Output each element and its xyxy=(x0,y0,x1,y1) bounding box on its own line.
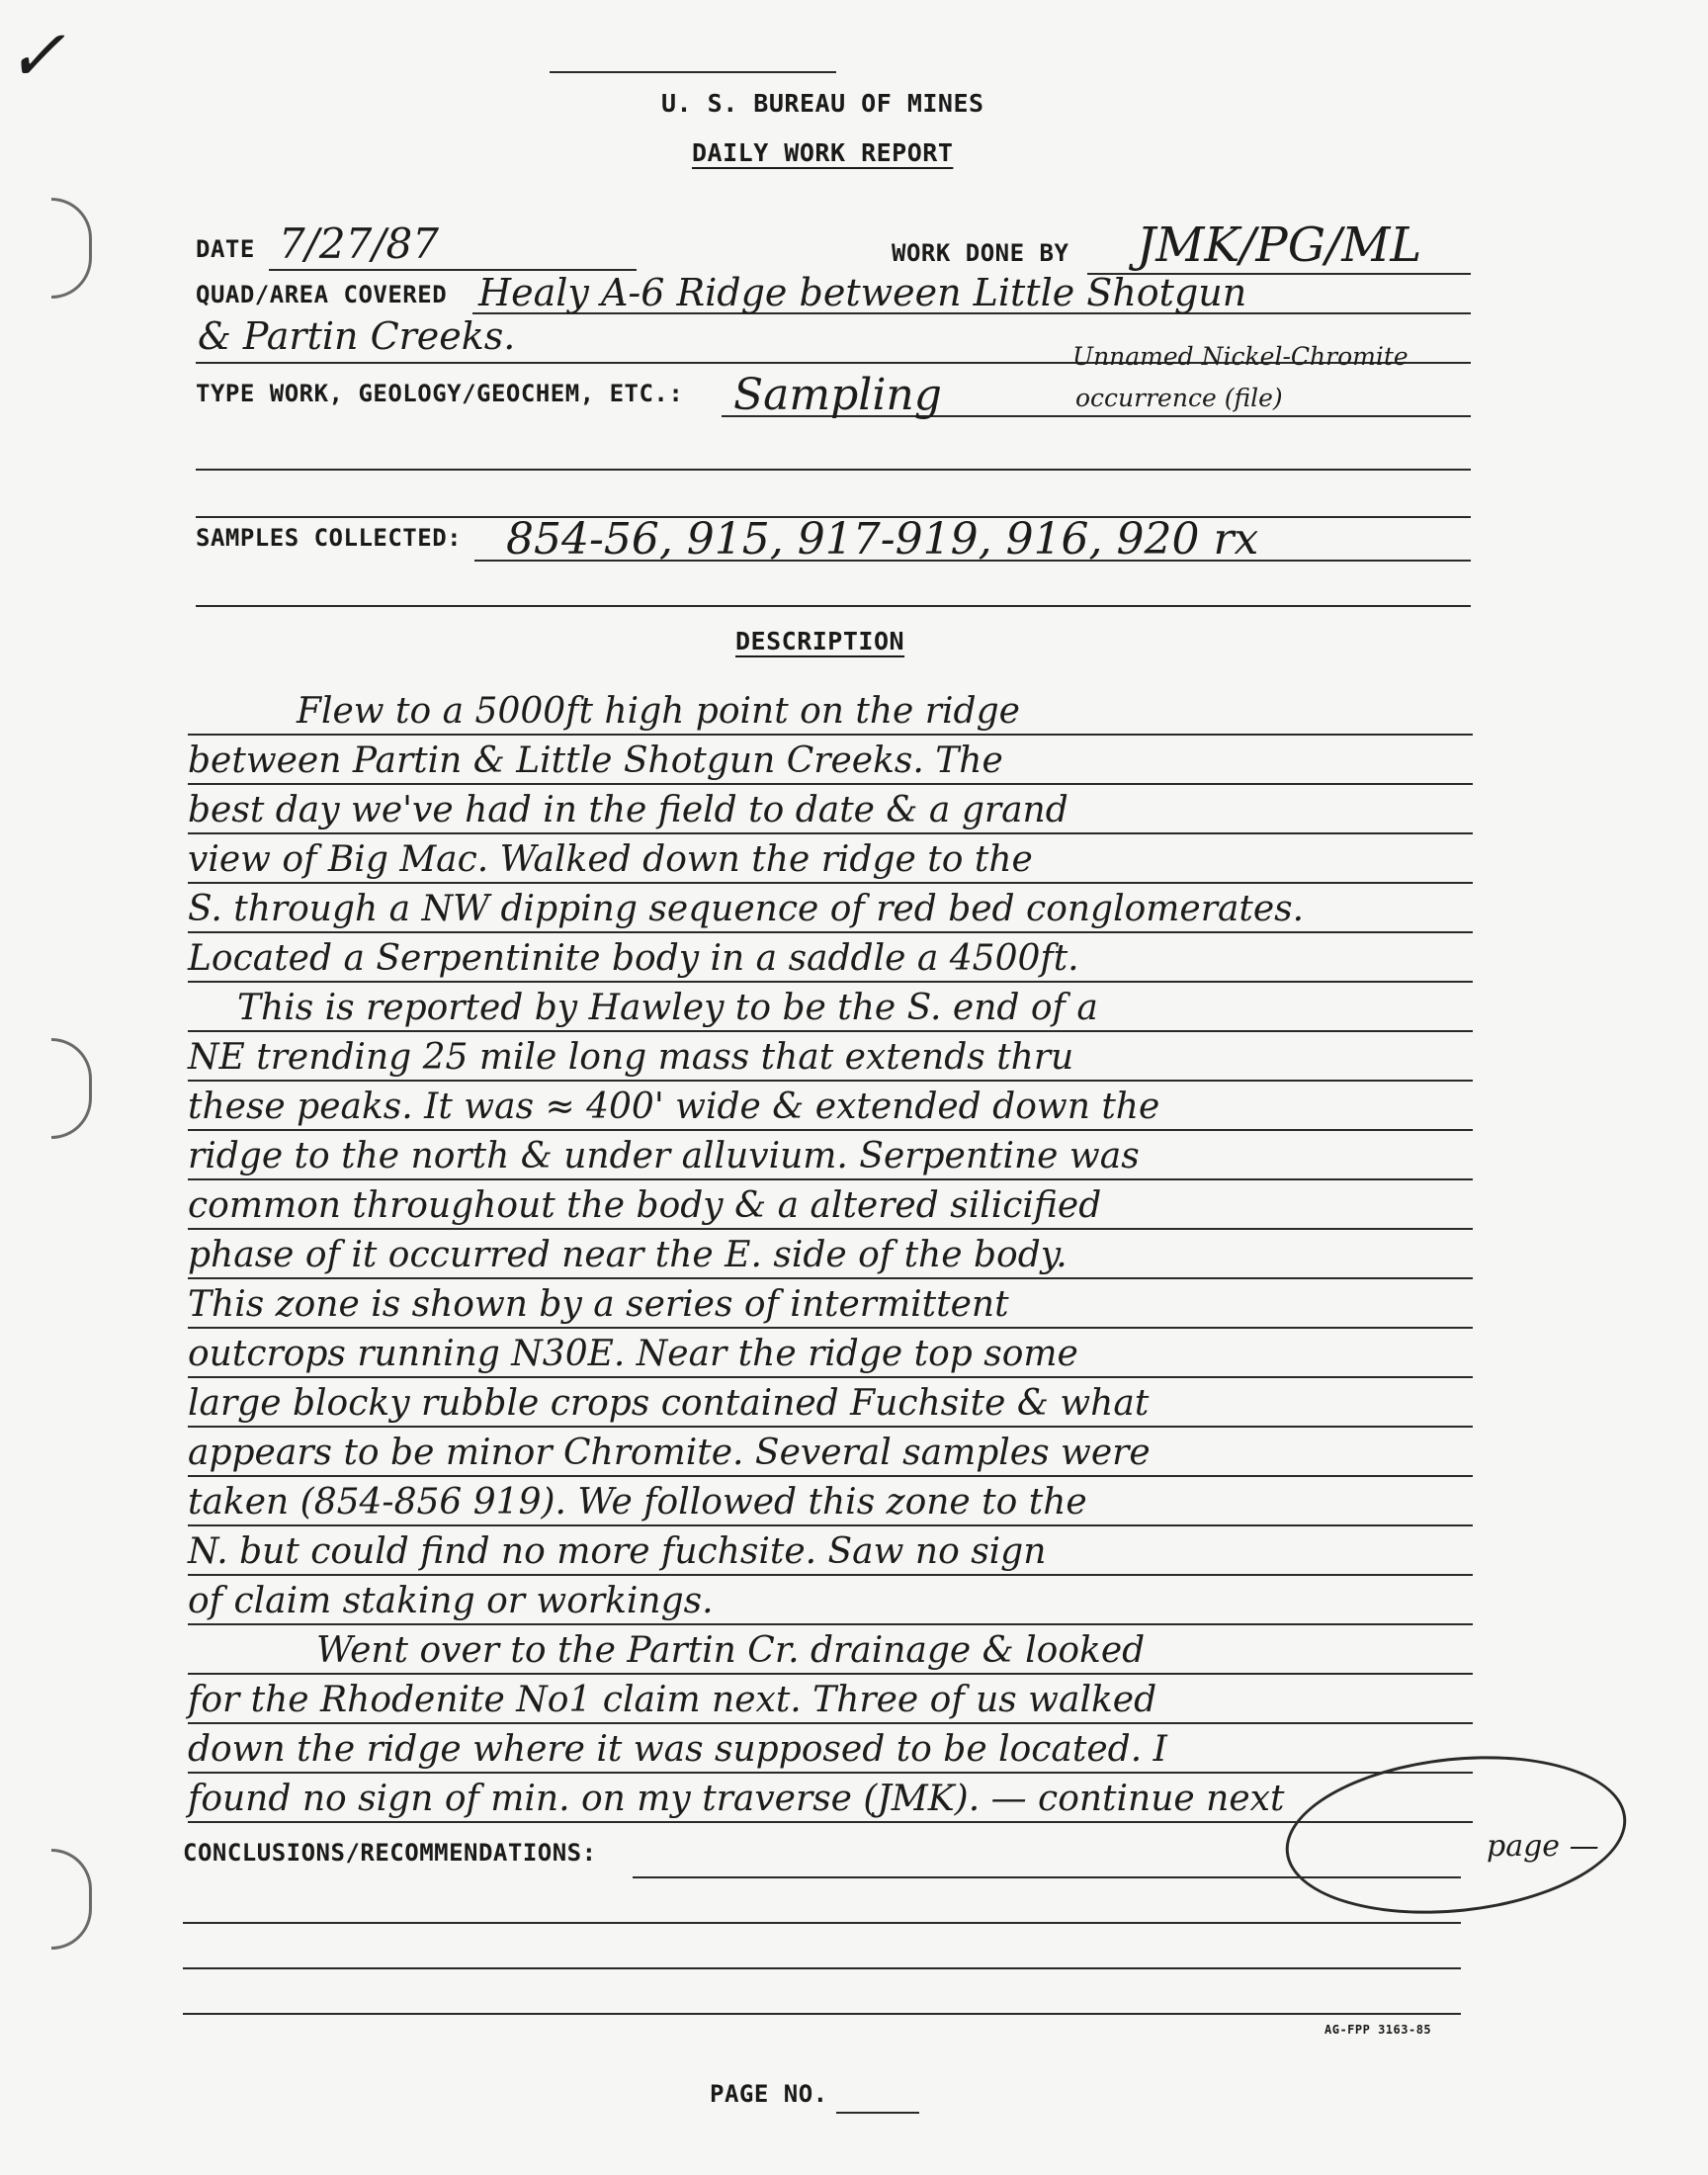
type-work-rule-2 xyxy=(196,469,1471,471)
samples-collected-value: 854-56, 915, 917-919, 916, 920 rx xyxy=(506,514,1259,565)
binder-hole-top xyxy=(51,198,92,299)
description-rule xyxy=(188,1030,1473,1032)
type-work-label: TYPE WORK, GEOLOGY/GEOCHEM, ETC.: xyxy=(196,380,684,407)
description-rule xyxy=(188,1772,1473,1774)
description-rule xyxy=(188,1228,1473,1230)
quad-area-label: QUAD/AREA COVERED xyxy=(196,281,448,308)
description-rule xyxy=(188,1475,1473,1477)
binder-hole-bottom xyxy=(51,1849,92,1950)
description-line: This is reported by Hawley to be the S. end of a xyxy=(237,988,1098,1028)
description-heading: DESCRIPTION xyxy=(735,627,905,655)
description-line: common throughout the body & a altered silicified xyxy=(188,1185,1102,1226)
description-rule xyxy=(188,1722,1473,1724)
description-rule xyxy=(188,1376,1473,1378)
description-line: view of Big Mac. Walked down the ridge to the xyxy=(188,839,1033,880)
description-line: these peaks. It was ≈ 400' wide & extended down the xyxy=(188,1087,1160,1127)
report-title: DAILY WORK REPORT xyxy=(692,138,954,167)
description-line: Went over to the Partin Cr. drainage & looked xyxy=(316,1630,1146,1671)
description-rule xyxy=(188,1574,1473,1576)
description-line: This zone is shown by a series of intermittent xyxy=(188,1284,1009,1325)
page-number-label: PAGE NO. xyxy=(710,2080,828,2108)
description-line: between Partin & Little Shotgun Creeks. The xyxy=(188,740,1003,781)
description-line: Located a Serpentinite body in a saddle a 4500ft. xyxy=(188,938,1079,979)
description-rule xyxy=(188,1821,1473,1823)
quad-area-value-line2: & Partin Creeks. xyxy=(198,314,516,358)
description-rule xyxy=(188,931,1473,933)
quad-area-note-line1: Unnamed Nickel-Chromite xyxy=(1072,342,1409,371)
date-label: DATE xyxy=(196,235,255,263)
description-line: NE trending 25 mile long mass that extends thru xyxy=(188,1037,1074,1078)
description-rule xyxy=(188,783,1473,785)
description-rule xyxy=(188,981,1473,983)
quad-area-value-line1: Healy A-6 Ridge between Little Shotgun xyxy=(478,271,1247,314)
quad-area-note-line2: occurrence (file) xyxy=(1075,384,1283,412)
continue-next-page-note: page — xyxy=(1487,1829,1599,1864)
description-rule xyxy=(188,832,1473,834)
conclusions-label: CONCLUSIONS/RECOMMENDATIONS: xyxy=(183,1839,597,1867)
continue-circle-mark xyxy=(1278,1740,1634,1929)
description-line: for the Rhodenite No1 claim next. Three of us walked xyxy=(188,1680,1157,1720)
description-rule xyxy=(188,734,1473,736)
description-rule xyxy=(188,1277,1473,1279)
description-line: N. but could find no more fuchsite. Saw no sign xyxy=(188,1531,1047,1572)
description-line: of claim staking or workings. xyxy=(188,1581,714,1621)
conclusions-rule-2 xyxy=(183,1922,1461,1924)
description-line: phase of it occurred near the E. side of the body. xyxy=(188,1235,1068,1275)
description-line: large blocky rubble crops contained Fuchsite & what xyxy=(188,1383,1150,1424)
description-rule xyxy=(188,1327,1473,1329)
conclusions-rule-4 xyxy=(183,2013,1461,2015)
type-work-value: Sampling xyxy=(733,370,942,420)
binder-hole-middle xyxy=(51,1038,92,1139)
description-line: appears to be minor Chromite. Several samples were xyxy=(188,1433,1151,1473)
description-line: outcrops running N30E. Near the ridge top some xyxy=(188,1334,1078,1374)
description-rule xyxy=(188,1178,1473,1180)
description-line: taken (854-856 919). We followed this zone to the xyxy=(188,1482,1087,1522)
description-rule xyxy=(188,1426,1473,1428)
header-dash-rule xyxy=(550,71,836,73)
description-line: down the ridge where it was supposed to be located. I xyxy=(188,1729,1167,1770)
margin-check-mark: ✓ xyxy=(6,14,66,97)
description-line: best day we've had in the field to date & a grand xyxy=(188,790,1068,830)
form-number: AG-FPP 3163-85 xyxy=(1324,2023,1432,2037)
page-number-rule xyxy=(836,2112,919,2114)
description-rule xyxy=(188,1129,1473,1131)
samples-collected-label: SAMPLES COLLECTED: xyxy=(196,524,463,552)
description-rule xyxy=(188,1080,1473,1082)
description-rule xyxy=(188,1524,1473,1526)
samples-rule-2 xyxy=(196,605,1471,607)
description-line: S. through a NW dipping sequence of red bed conglomerates. xyxy=(188,889,1305,929)
work-done-by-label: WORK DONE BY xyxy=(892,239,1069,267)
description-rule xyxy=(188,882,1473,884)
agency-title: U. S. BUREAU OF MINES xyxy=(661,89,984,118)
description-line: Flew to a 5000ft high point on the ridge xyxy=(297,691,1020,732)
conclusions-rule-3 xyxy=(183,1967,1461,1969)
description-line: ridge to the north & under alluvium. Serpentine was xyxy=(188,1136,1140,1176)
conclusions-rule-1 xyxy=(633,1876,1461,1878)
date-value: 7/27/87 xyxy=(279,219,439,268)
work-done-by-value: JMK/PG/ML xyxy=(1137,218,1422,273)
description-rule xyxy=(188,1673,1473,1675)
description-line: found no sign of min. on my traverse (JMK). — continue next xyxy=(188,1779,1285,1819)
description-rule xyxy=(188,1623,1473,1625)
